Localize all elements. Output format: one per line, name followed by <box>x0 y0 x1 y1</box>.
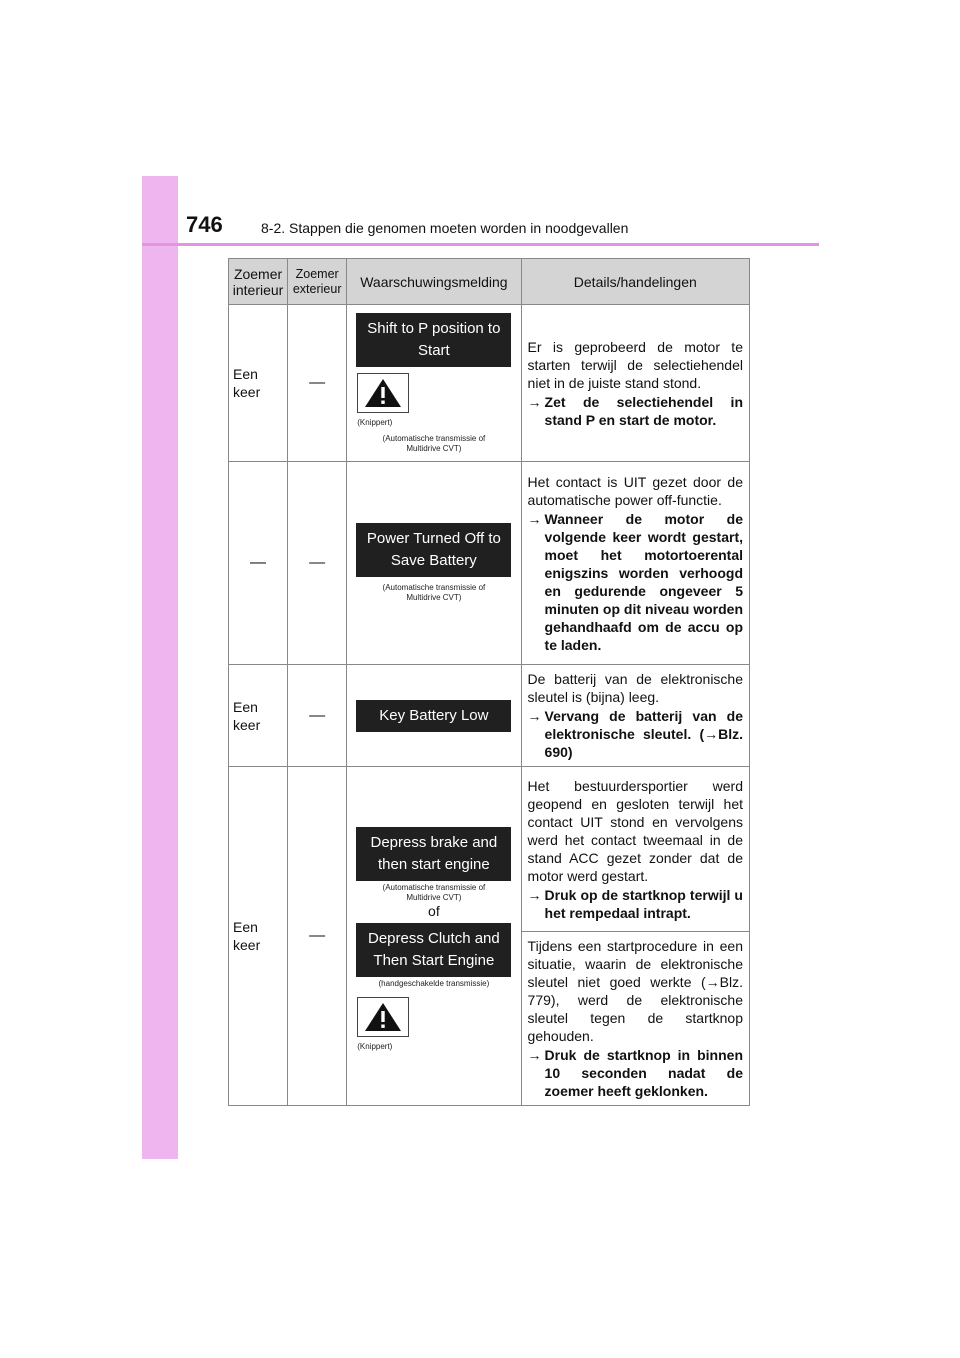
details-text: Tijdens een startprocedure in een situatie, waarin de elektronische sleutel niet goed werkte (→Blz. 779), werd de elektronische sleutel tegen de startknop gehouden. <box>527 938 743 1044</box>
chapter-sidebar <box>142 176 178 1159</box>
action-text: Wanneer de motor de volgende keer wordt gestart, moet het motortoerental enigszins worden verhoogd en gedurende ongeveer 5 minuten op dit niveau worden gehandhaafd om de accu op te laden. <box>544 510 743 653</box>
buzzer-exterior-cell: — <box>288 665 347 767</box>
warning-image-cell <box>347 462 521 665</box>
warning-table <box>228 258 750 1106</box>
buzzer-exterior-cell: — <box>288 305 347 462</box>
details-cell <box>521 665 749 767</box>
table-header-row <box>229 259 750 305</box>
buzzer-interior-cell: Een keer <box>229 305 288 462</box>
buzzer-exterior-cell: — <box>288 767 347 1106</box>
header-buzzer-exterior: Zoemer exterieur <box>288 259 347 305</box>
details-text: De batterij van de elektronische sleutel is (bijna) leeg. <box>527 671 743 705</box>
table-row <box>229 305 750 462</box>
warning-triangle-icon <box>357 373 409 413</box>
table-row <box>229 665 750 767</box>
table-row <box>229 767 750 932</box>
display-screen: Shift to P position to Start <box>356 313 511 367</box>
screen-caption: (Automatische transmissie of Multidrive CVT) <box>382 433 486 453</box>
arrow-icon: → <box>527 708 542 724</box>
buzzer-exterior-cell: — <box>288 462 347 665</box>
header-warning-message: Waarschuwingsmelding <box>347 259 521 305</box>
details-cell <box>521 767 749 932</box>
arrow-icon: → <box>527 510 542 527</box>
action-text: Druk op de startknop terwijl u het rempedaal intrapt. <box>544 886 743 921</box>
warning-image-cell <box>347 305 521 462</box>
table-row <box>229 462 750 665</box>
buzzer-interior-cell: Een keer <box>229 665 288 767</box>
action-text: Zet de selectiehendel in stand P en start de motor. <box>544 393 743 428</box>
arrow-icon: → <box>527 393 542 410</box>
action-text: Druk de startknop in binnen 10 seconden nadat de zoemer heeft geklonken. <box>544 1047 743 1099</box>
blink-note: (Knippert) <box>357 1041 393 1051</box>
details-text: Het contact is UIT gezet door de automatische power off-functie. <box>527 473 743 508</box>
blink-note: (Knippert) <box>357 417 393 427</box>
chapter-title: 8-2. Stappen die genomen moeten worden in noodgevallen <box>261 220 629 236</box>
warning-image-cell <box>347 665 521 767</box>
screen-caption: (Automatische transmissie of Multidrive CVT) <box>382 882 486 902</box>
buzzer-interior-cell: — <box>229 462 288 665</box>
arrow-icon: → <box>527 1047 542 1063</box>
header-details: Details/handelingen <box>521 259 749 305</box>
page-number: 746 <box>186 212 223 237</box>
header-rule <box>142 243 819 246</box>
header-buzzer-interior: Zoemer interieur <box>229 259 288 305</box>
details-text: Het bestuurdersportier werd geopend en gesloten terwijl het contact UIT stond en vervolgens werd het contact tweemaal in de stand ACC gezet zonder dat de motor werd gestart. <box>527 777 743 884</box>
action-text: Vervang de batterij van de elektronische sleutel. (→Blz. 690) <box>544 708 743 760</box>
display-screen: Key Battery Low <box>356 700 511 732</box>
details-cell <box>521 305 749 462</box>
buzzer-interior-cell: Een keer <box>229 767 288 1106</box>
screen-caption: (Automatische transmissie of Multidrive CVT) <box>382 583 486 602</box>
warning-image-cell <box>347 767 521 1106</box>
display-screen: Depress brake and then start engine <box>356 827 511 881</box>
details-cell <box>521 462 749 665</box>
screen-caption: (handgeschakelde transmissie) <box>378 978 490 988</box>
details-text: Er is geprobeerd de motor te starten terwijl de selectiehendel niet in de juiste stand stond. <box>527 338 743 391</box>
warning-triangle-icon <box>357 997 409 1037</box>
display-screen: Power Turned Off to Save Battery <box>356 523 511 577</box>
details-cell <box>521 932 749 1106</box>
display-screen: Depress Clutch and Then Start Engine <box>356 923 511 977</box>
arrow-icon: → <box>527 886 542 903</box>
or-label: of <box>428 902 440 919</box>
